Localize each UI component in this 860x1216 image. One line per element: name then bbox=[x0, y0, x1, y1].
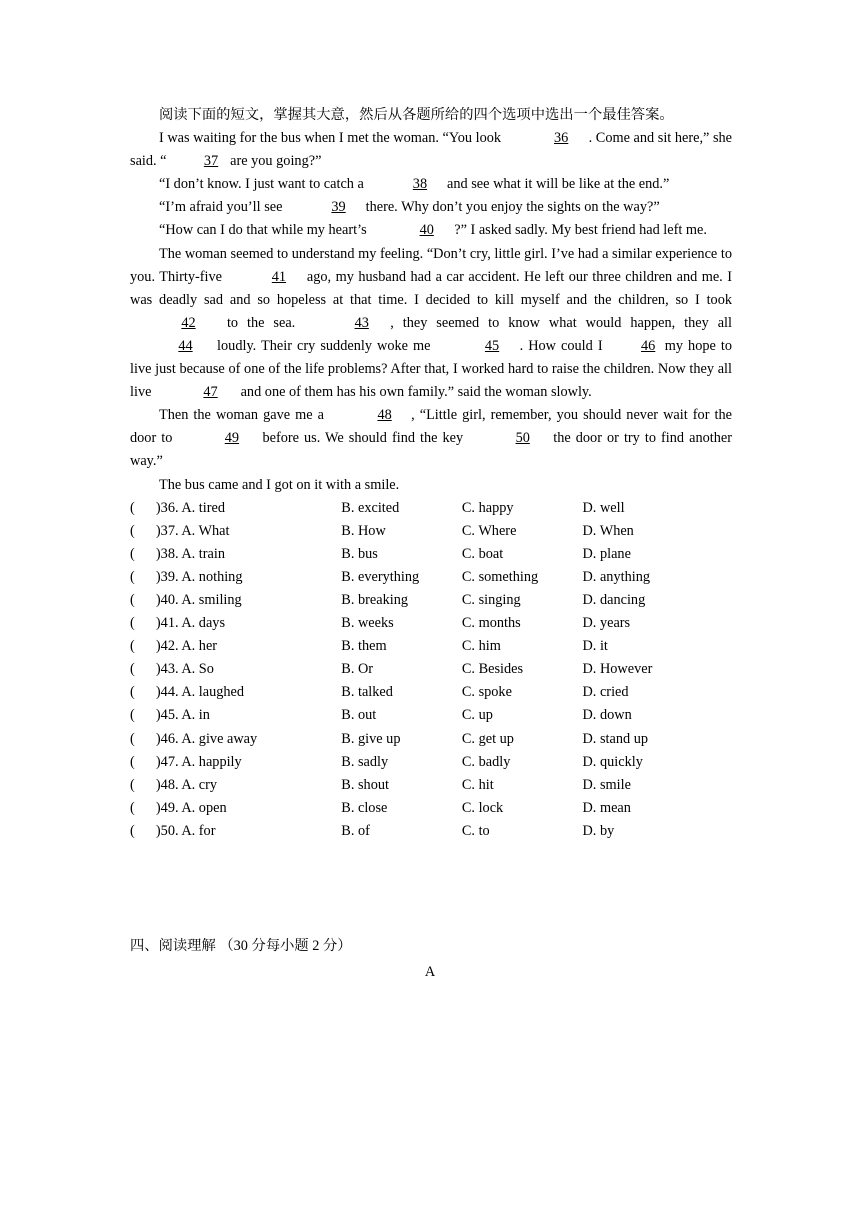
answer-paren[interactable]: ( bbox=[130, 707, 135, 724]
option-d: D. well bbox=[582, 499, 625, 516]
option-d: D. cried bbox=[582, 684, 629, 701]
passage-text: Then the woman gave me a bbox=[159, 407, 330, 424]
option-a: )37. A. What bbox=[155, 522, 230, 539]
passage-text: , “Little girl, remember, you should never wait for the door to bbox=[130, 407, 732, 447]
option-c: C. Where bbox=[461, 522, 517, 539]
blank-45: 45 bbox=[484, 337, 500, 354]
option-c: C. get up bbox=[461, 730, 514, 747]
answer-paren[interactable]: ( bbox=[130, 568, 135, 585]
paragraph-5 bbox=[130, 243, 732, 405]
paragraph-6 bbox=[130, 404, 732, 473]
blank-50: 50 bbox=[515, 430, 530, 447]
passage-text: there. Why don’t you enjoy the sights on the way?” bbox=[362, 199, 660, 216]
question-row bbox=[130, 797, 732, 820]
paragraph-1 bbox=[130, 127, 732, 173]
blank-44: 44 bbox=[178, 337, 193, 354]
question-row bbox=[130, 589, 732, 612]
option-b: B. give up bbox=[341, 730, 401, 747]
option-a: )47. A. happily bbox=[155, 753, 242, 770]
blank-41: 41 bbox=[271, 268, 287, 285]
answer-paren[interactable]: ( bbox=[130, 591, 135, 608]
blank-40: 40 bbox=[419, 222, 434, 239]
option-c: C. up bbox=[461, 707, 493, 724]
blank-48: 48 bbox=[377, 407, 392, 424]
option-c: C. months bbox=[461, 615, 521, 632]
question-row bbox=[130, 728, 732, 751]
blank-49: 49 bbox=[224, 430, 240, 447]
passage-text: to the sea. bbox=[218, 314, 305, 331]
option-b: B. weeks bbox=[341, 615, 394, 632]
passage-text: and one of them has his own family.” said the woman slowly. bbox=[237, 384, 592, 401]
blank-38: 38 bbox=[412, 176, 428, 193]
option-d: D. anything bbox=[582, 568, 650, 585]
option-d: D. stand up bbox=[582, 730, 649, 747]
passage-text: “How can I do that while my heart’s bbox=[159, 222, 371, 239]
option-c: C. hit bbox=[461, 776, 494, 793]
answer-paren[interactable]: ( bbox=[130, 522, 135, 539]
passage-text: . Come and sit here,” she said. “ bbox=[130, 130, 733, 170]
option-c: C. something bbox=[461, 568, 539, 585]
paragraph-2 bbox=[130, 173, 732, 196]
blank-42: 42 bbox=[181, 314, 196, 331]
passage-text: the door or try to find another way.” bbox=[130, 430, 732, 470]
answer-paren[interactable]: ( bbox=[130, 822, 135, 839]
option-b: B. out bbox=[341, 707, 377, 724]
answer-paren[interactable]: ( bbox=[130, 499, 135, 516]
option-a: )43. A. So bbox=[155, 661, 214, 678]
option-d: D. years bbox=[582, 615, 631, 632]
option-c: C. happy bbox=[461, 499, 514, 516]
section-heading: 四、阅读理解 （30 分每小题 2 分） bbox=[130, 938, 352, 954]
option-c: C. Besides bbox=[461, 661, 524, 678]
blank-46: 46 bbox=[641, 337, 656, 354]
blank-43: 43 bbox=[354, 314, 369, 331]
option-a: )38. A. train bbox=[155, 545, 225, 562]
option-d: D. smile bbox=[582, 776, 631, 793]
passage-text: , they seemed to know what would happen, they all bbox=[390, 314, 732, 331]
option-c: C. boat bbox=[461, 545, 504, 562]
passage-text: my hope to live just because of one of the life problems? After that, I worked hard to raise the children. Now they all live bbox=[130, 337, 733, 401]
answer-paren[interactable]: ( bbox=[130, 776, 135, 793]
option-a: )48. A. cry bbox=[155, 776, 218, 793]
option-d: D. quickly bbox=[582, 753, 643, 770]
question-row bbox=[130, 497, 732, 520]
answer-paren[interactable]: ( bbox=[130, 753, 135, 770]
part-label: A bbox=[424, 964, 436, 980]
question-row bbox=[130, 820, 732, 843]
option-c: C. lock bbox=[461, 799, 504, 816]
option-d: D. by bbox=[582, 822, 615, 839]
passage-text: ago, my husband had a car accident. He left our three children and me. I was deadly sad and so hopeless at that time. I decided to kill myself and the children, so I took bbox=[130, 268, 732, 308]
option-b: B. everything bbox=[341, 568, 420, 585]
option-d: D. mean bbox=[582, 799, 631, 816]
option-a: )50. A. for bbox=[155, 822, 216, 839]
answer-paren[interactable]: ( bbox=[130, 684, 135, 701]
paragraph-4 bbox=[130, 219, 732, 242]
option-b: B. How bbox=[341, 522, 386, 539]
option-a: )49. A. open bbox=[155, 799, 227, 816]
question-row bbox=[130, 774, 732, 797]
instruction: 阅读下面的短文，掌握其大意，然后从各题所给的四个选项中选出一个最佳答案。 bbox=[159, 107, 674, 123]
question-row bbox=[130, 520, 732, 543]
paragraph-3 bbox=[130, 196, 732, 219]
option-d: D. it bbox=[582, 638, 608, 655]
option-c: C. singing bbox=[461, 591, 521, 608]
option-b: B. bus bbox=[341, 545, 378, 562]
option-c: C. him bbox=[461, 638, 501, 655]
option-a: )39. A. nothing bbox=[155, 568, 243, 585]
question-row bbox=[130, 751, 732, 774]
option-d: D. down bbox=[582, 707, 632, 724]
answer-paren[interactable]: ( bbox=[130, 545, 135, 562]
option-c: C. spoke bbox=[461, 684, 512, 701]
question-row bbox=[130, 543, 732, 566]
option-b: B. close bbox=[341, 799, 388, 816]
option-d: D. However bbox=[582, 661, 653, 678]
option-b: B. them bbox=[341, 638, 387, 655]
option-b: B. excited bbox=[341, 499, 400, 516]
passage-text: “I don’t know. I just want to catch a bbox=[159, 176, 368, 193]
question-row bbox=[130, 658, 732, 681]
question-row bbox=[130, 612, 732, 635]
option-c: C. to bbox=[461, 822, 490, 839]
option-d: D. dancing bbox=[582, 591, 646, 608]
passage-text: and see what it will be like at the end.” bbox=[443, 176, 670, 193]
paragraph-7: The bus came and I got on it with a smile. bbox=[159, 476, 400, 493]
answer-paren[interactable]: ( bbox=[130, 730, 135, 747]
question-row bbox=[130, 635, 732, 658]
option-a: )41. A. days bbox=[155, 615, 226, 632]
option-b: B. breaking bbox=[341, 591, 408, 608]
option-a: )42. A. her bbox=[155, 638, 218, 655]
blank-39: 39 bbox=[331, 199, 346, 216]
blank-36: 36 bbox=[554, 130, 569, 147]
passage-text: are you going?” bbox=[226, 153, 322, 170]
option-b: B. shout bbox=[341, 776, 389, 793]
cloze-section bbox=[130, 104, 732, 843]
passage-text: ?” I asked sadly. My best friend had left me. bbox=[454, 222, 707, 239]
option-b: B. Or bbox=[341, 661, 374, 678]
option-d: D. When bbox=[582, 522, 634, 539]
passage-text: before us. We should find the key bbox=[257, 430, 469, 447]
option-a: )44. A. laughed bbox=[155, 684, 245, 701]
option-a: )46. A. give away bbox=[155, 730, 258, 747]
blank-37: 37 bbox=[203, 153, 219, 170]
question-row bbox=[130, 704, 732, 727]
option-a: )36. A. tired bbox=[155, 499, 225, 516]
passage-text: I was waiting for the bus when I met the woman. “You look bbox=[159, 130, 505, 147]
option-b: B. talked bbox=[341, 684, 393, 701]
option-c: C. badly bbox=[461, 753, 511, 770]
question-row bbox=[130, 566, 732, 589]
option-b: B. of bbox=[341, 822, 370, 839]
answer-paren[interactable]: ( bbox=[130, 799, 135, 816]
option-b: B. sadly bbox=[341, 753, 389, 770]
passage-text: . How could I bbox=[519, 337, 608, 354]
option-a: )45. A. in bbox=[155, 707, 210, 724]
question-row bbox=[130, 681, 732, 704]
passage-text: loudly. Their cry suddenly woke me bbox=[212, 337, 436, 354]
passage-text: “I’m afraid you’ll see bbox=[159, 199, 287, 216]
answer-paren[interactable]: ( bbox=[130, 615, 135, 632]
passage-text: The woman seemed to understand my feeling. “Don’t cry, little girl. I’ve had a similar experience to you. Thirty-five bbox=[130, 245, 732, 285]
answer-options-list bbox=[130, 497, 732, 843]
option-d: D. plane bbox=[582, 545, 631, 562]
blank-47: 47 bbox=[203, 384, 218, 401]
option-a: )40. A. smiling bbox=[155, 591, 242, 608]
answer-paren[interactable]: ( bbox=[130, 661, 135, 678]
answer-paren[interactable]: ( bbox=[130, 638, 135, 655]
